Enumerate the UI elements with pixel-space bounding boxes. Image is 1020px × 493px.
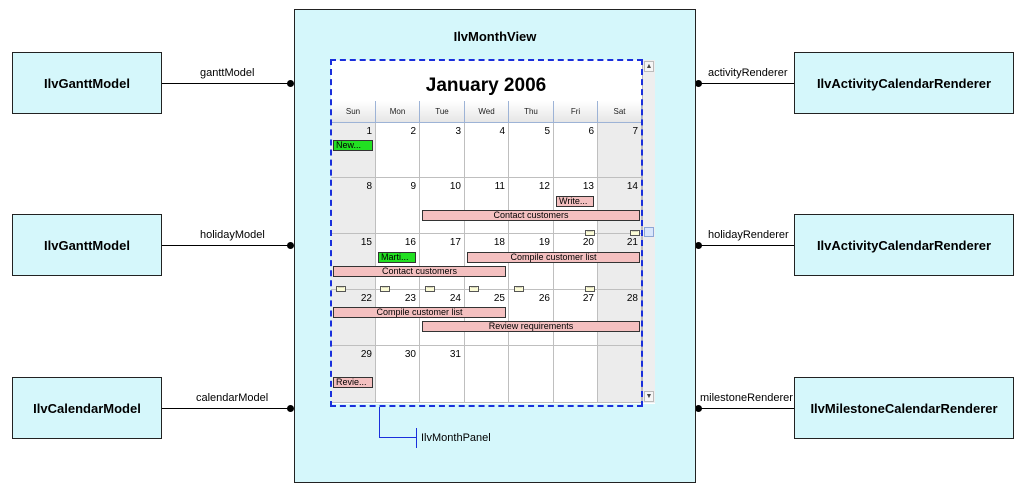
day-number: 6	[588, 126, 594, 137]
calendar-model-box: IlvCalendarModel	[12, 377, 162, 439]
activity-revie[interactable]: Revie...	[333, 377, 373, 388]
more-indicator-icon[interactable]: ···	[587, 285, 593, 291]
day-cell[interactable]	[509, 123, 554, 178]
holiday-model-port	[287, 242, 294, 249]
more-indicator-icon[interactable]: ···	[587, 229, 593, 235]
milestone-renderer-link-label: milestoneRenderer	[700, 392, 793, 404]
activity-write[interactable]: Write...	[556, 196, 594, 207]
month-panel-callout-line	[379, 407, 380, 438]
month-panel-callout-tick	[416, 428, 417, 448]
day-number: 13	[582, 181, 594, 192]
calendar-month-title: January 2006	[425, 75, 547, 96]
day-cell[interactable]	[331, 346, 376, 403]
more-indicator-icon[interactable]: ···	[471, 285, 477, 291]
milestone-new[interactable]: New...	[333, 140, 373, 151]
day-number: 27	[582, 293, 594, 304]
day-number: 10	[449, 181, 461, 192]
day-number: 15	[360, 237, 372, 248]
day-cell[interactable]	[465, 178, 509, 234]
weekday-header-sun: Sun	[331, 101, 376, 123]
day-number: 2	[410, 126, 416, 137]
calendar-model-link-label: calendarModel	[196, 392, 269, 404]
day-cell[interactable]	[509, 178, 554, 234]
holiday-model-connector	[162, 245, 291, 246]
day-number: 26	[538, 293, 550, 304]
weekday-header-tue: Tue	[420, 101, 465, 123]
milestone-marti[interactable]: Marti...	[378, 252, 416, 263]
day-number: 22	[360, 293, 372, 304]
calendar-scrollbar[interactable]	[642, 60, 655, 403]
gantt-model-port	[287, 80, 294, 87]
day-number: 5	[544, 126, 550, 137]
more-indicator-icon[interactable]: ···	[427, 285, 433, 291]
day-cell[interactable]	[598, 290, 642, 346]
weekday-header-thu: Thu	[509, 101, 554, 123]
day-number: 4	[499, 126, 505, 137]
day-cell[interactable]	[420, 123, 465, 178]
day-cell[interactable]	[420, 234, 465, 290]
day-cell[interactable]	[598, 123, 642, 178]
day-cell[interactable]	[598, 346, 642, 403]
activity-renderer-box: IlvActivityCalendarRenderer	[794, 52, 1014, 114]
day-number: 14	[626, 181, 638, 192]
day-number: 19	[538, 237, 550, 248]
day-cell[interactable]	[376, 123, 420, 178]
day-number: 9	[410, 181, 416, 192]
day-number: 3	[455, 126, 461, 137]
gantt-model-link-label: ganttModel	[200, 67, 255, 79]
day-cell[interactable]	[420, 290, 465, 346]
day-number: 17	[449, 237, 461, 248]
day-number: 31	[449, 349, 461, 360]
day-cell[interactable]	[554, 346, 598, 403]
scroll-thumb[interactable]	[644, 227, 654, 237]
month-panel-callout-line	[379, 437, 417, 438]
calendar-model-connector	[162, 408, 291, 409]
more-indicator-icon[interactable]: ···	[516, 285, 522, 291]
day-number: 23	[404, 293, 416, 304]
milestone-renderer-port	[695, 405, 702, 412]
holiday-renderer-link-label: holidayRenderer	[708, 229, 789, 241]
day-number: 24	[449, 293, 461, 304]
activity-review-requirements[interactable]: Review requirements	[422, 321, 640, 332]
month-panel-label: IlvMonthPanel	[421, 432, 491, 444]
holiday-renderer-connector	[699, 245, 794, 246]
more-indicator-icon[interactable]: ···	[338, 285, 344, 291]
day-cell[interactable]	[554, 123, 598, 178]
day-number: 8	[366, 181, 372, 192]
calendar-model-port	[287, 405, 294, 412]
weekday-header-mon: Mon	[376, 101, 420, 123]
day-cell[interactable]	[465, 123, 509, 178]
scroll-up-icon[interactable]: ▲	[645, 63, 653, 70]
activity-contact-customers-week3[interactable]: Contact customers	[333, 266, 506, 277]
day-cell[interactable]	[598, 178, 642, 234]
scroll-down-icon[interactable]: ▼	[645, 393, 653, 400]
day-cell[interactable]	[331, 178, 376, 234]
milestone-renderer-box: IlvMilestoneCalendarRenderer	[794, 377, 1014, 439]
month-calendar[interactable]	[331, 60, 655, 404]
activity-renderer-port	[695, 80, 702, 87]
gantt-model-box: IlvGanttModel	[12, 52, 162, 114]
day-cell[interactable]	[465, 290, 509, 346]
day-number: 21	[626, 237, 638, 248]
day-number: 25	[493, 293, 505, 304]
day-number: 30	[404, 349, 416, 360]
day-cell[interactable]	[376, 290, 420, 346]
gantt-model-connector	[162, 83, 291, 84]
day-cell[interactable]	[376, 178, 420, 234]
activity-compile-customer-list-week4[interactable]: Compile customer list	[333, 307, 506, 318]
more-indicator-icon[interactable]: ···	[632, 229, 638, 235]
holiday-renderer-port	[695, 242, 702, 249]
day-number: 18	[493, 237, 505, 248]
day-cell[interactable]	[420, 178, 465, 234]
more-indicator-icon[interactable]: ···	[382, 285, 388, 291]
weekday-header-fri: Fri	[554, 101, 598, 123]
day-cell[interactable]	[420, 346, 465, 403]
milestone-renderer-connector	[699, 408, 794, 409]
day-cell[interactable]	[376, 346, 420, 403]
holiday-renderer-box: IlvActivityCalendarRenderer	[794, 214, 1014, 276]
day-cell[interactable]	[331, 290, 376, 346]
weekday-header-sat: Sat	[598, 101, 642, 123]
activity-renderer-connector	[699, 83, 794, 84]
day-number: 29	[360, 349, 372, 360]
day-cell[interactable]	[465, 346, 509, 403]
activity-renderer-link-label: activityRenderer	[708, 67, 788, 79]
activity-contact-customers-week2[interactable]: Contact customers	[422, 210, 640, 221]
day-number: 28	[626, 293, 638, 304]
day-cell[interactable]	[554, 290, 598, 346]
day-number: 11	[494, 181, 505, 192]
activity-compile-customer-list-week3[interactable]: Compile customer list	[467, 252, 640, 263]
day-number: 1	[366, 126, 372, 137]
day-number: 20	[582, 237, 594, 248]
day-number: 16	[404, 237, 416, 248]
month-view-title: IlvMonthView	[453, 29, 537, 44]
holiday-model-box: IlvGanttModel	[12, 214, 162, 276]
day-number: 7	[632, 126, 638, 137]
weekday-header-wed: Wed	[465, 101, 509, 123]
day-number: 12	[538, 181, 550, 192]
day-cell[interactable]	[331, 234, 376, 290]
day-cell[interactable]	[509, 346, 554, 403]
holiday-model-link-label: holidayModel	[200, 229, 265, 241]
day-cell[interactable]	[509, 290, 554, 346]
